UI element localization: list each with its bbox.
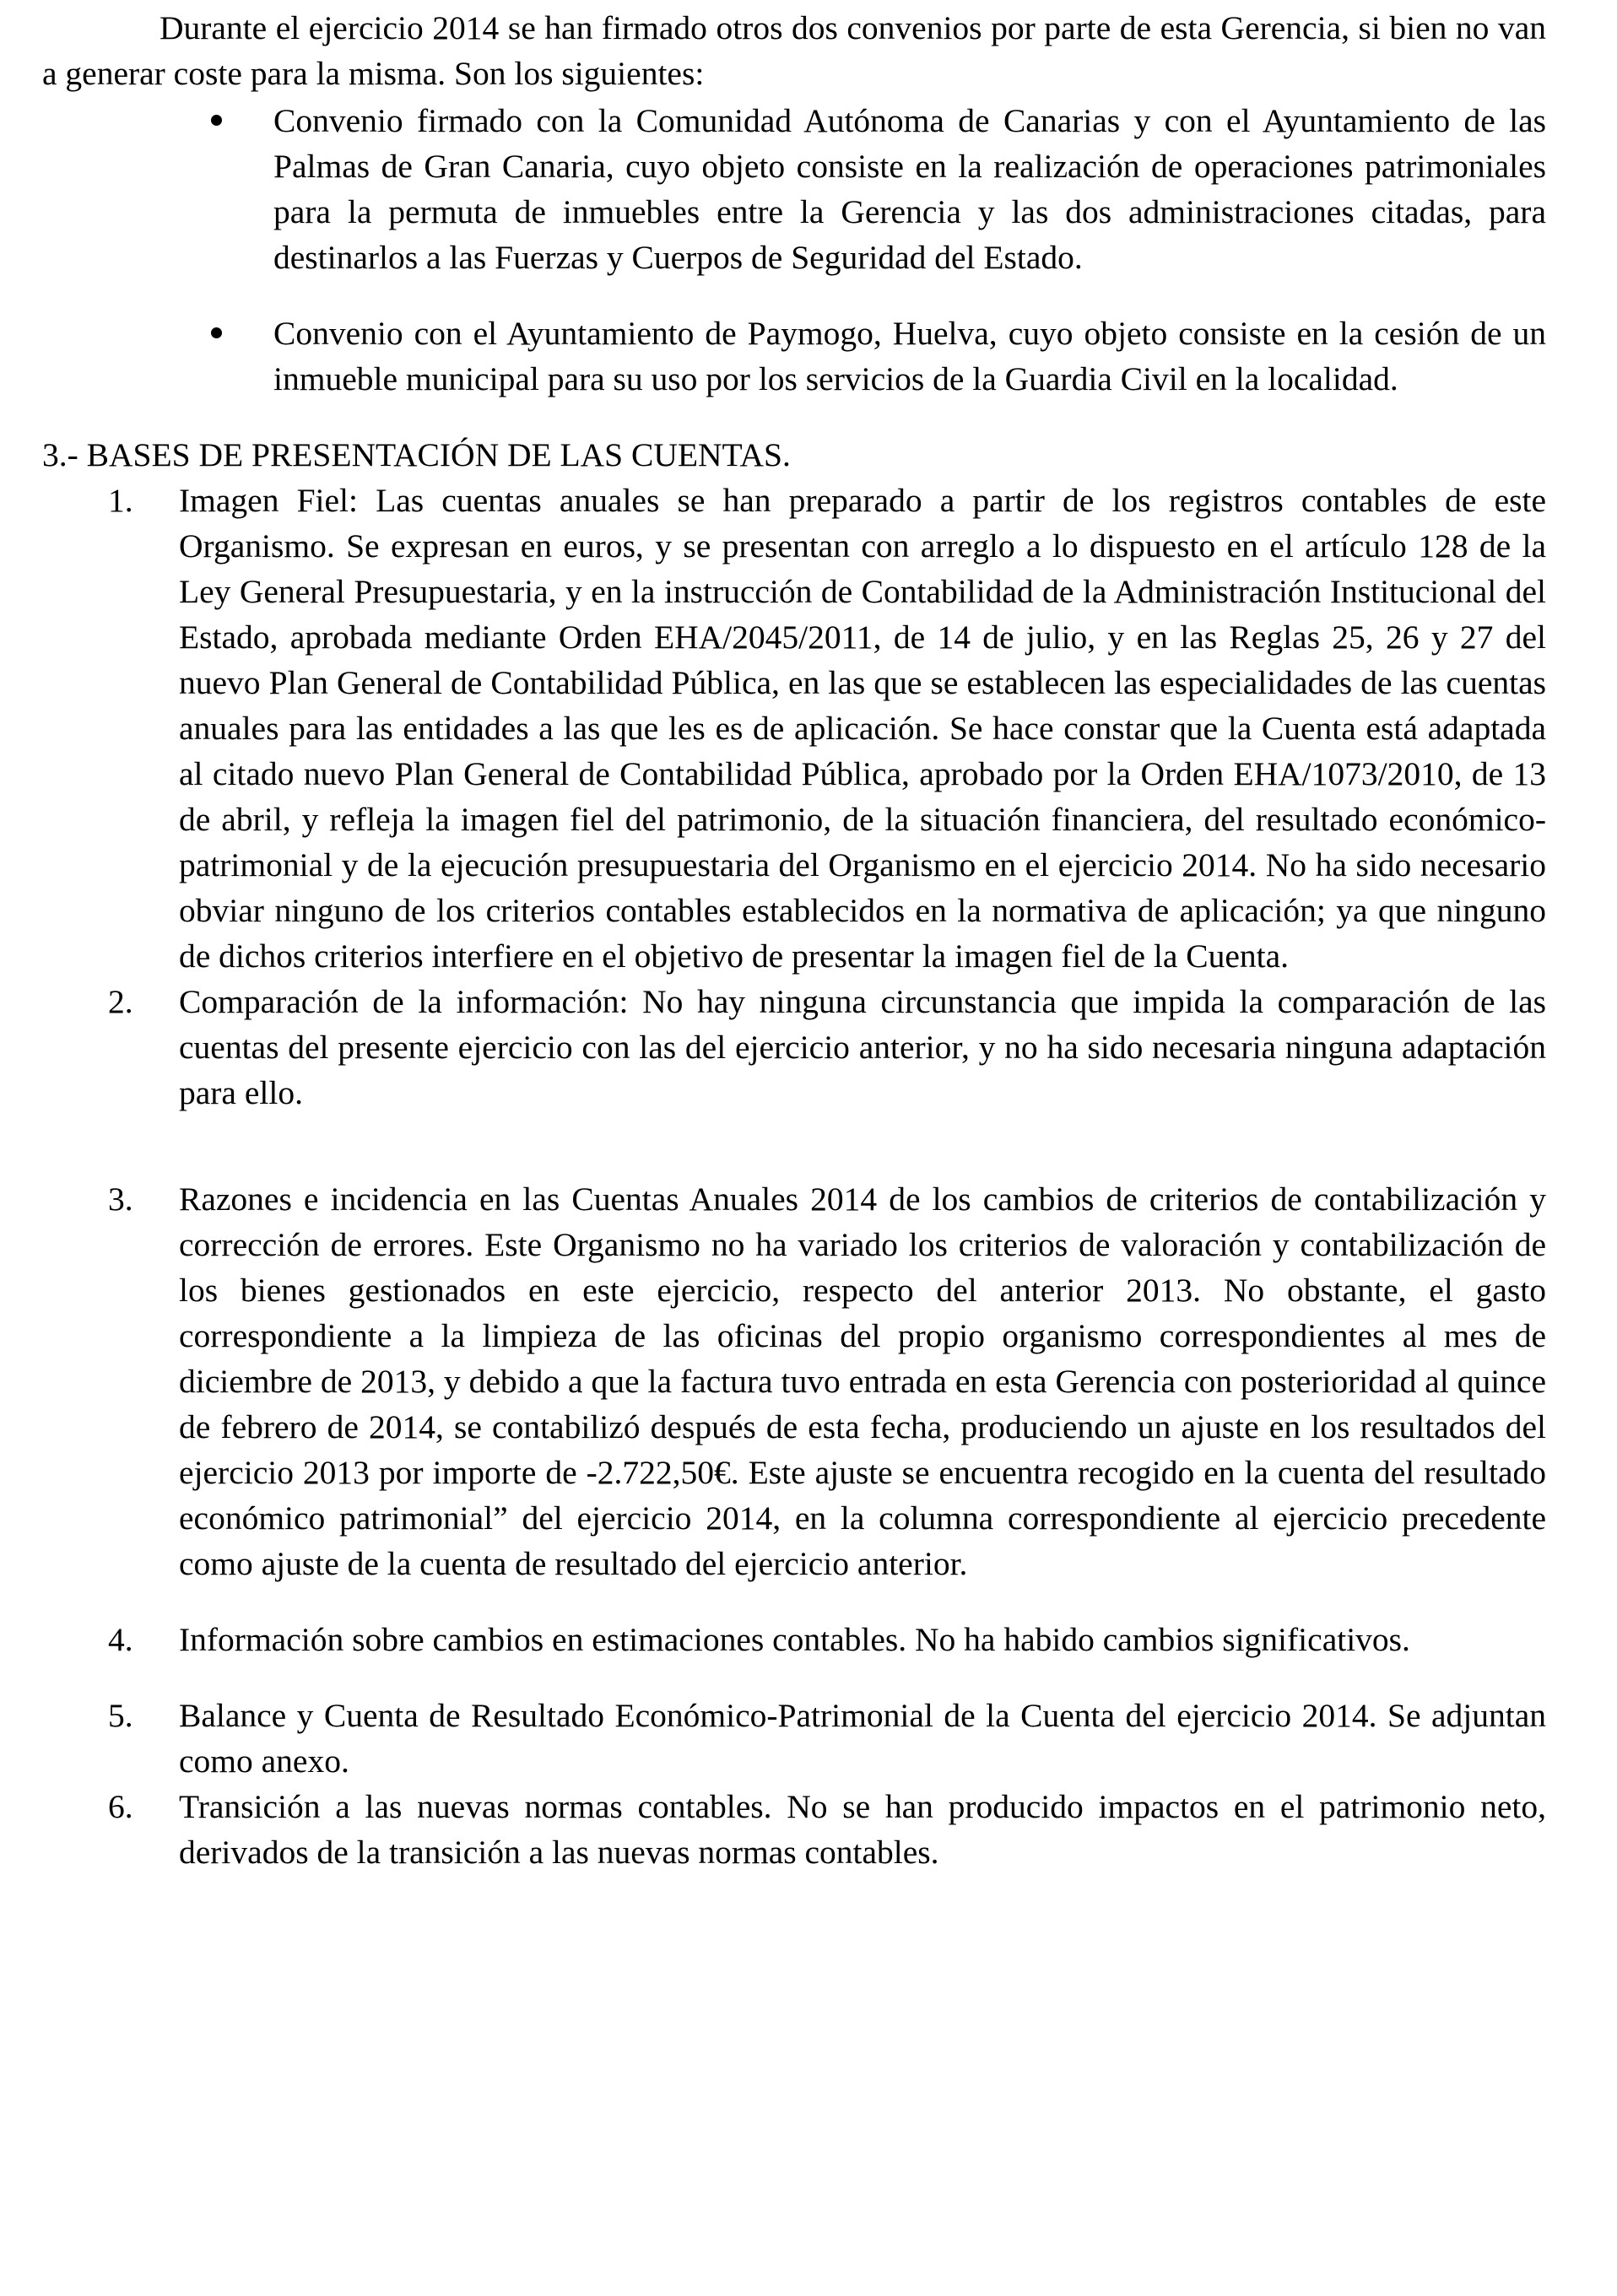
item-text: Información sobre cambios en estimaciones contables. No ha habido cambios significativos. — [179, 1621, 1410, 1658]
item-number: 6. — [108, 1788, 133, 1825]
item-text: Transición a las nuevas normas contables. No se han producido impactos en el patrimonio neto, derivados de la transición a las nuevas normas contables. — [179, 1788, 1546, 1871]
list-item — [42, 1617, 1546, 1662]
section-heading: 3.- BASES DE PRESENTACIÓN DE LAS CUENTAS. — [42, 436, 791, 473]
item-text: Comparación de la información: No hay ninguna circunstancia que impida la comparación de las cuentas del presente ejercicio con las del ejercicio anterior, y no ha sido necesaria ninguna adaptación para ello. — [179, 983, 1546, 1111]
item-number: 5. — [108, 1697, 133, 1734]
bullet-icon — [211, 115, 222, 126]
document-page — [42, 0, 1546, 1875]
item-text: Balance y Cuenta de Resultado Económico-Patrimonial de la Cuenta del ejercicio 2014. Se adjuntan como anexo. — [179, 1697, 1546, 1780]
list-item — [42, 1176, 1546, 1586]
list-item — [42, 1784, 1546, 1875]
bullet-text: Convenio firmado con la Comunidad Autónoma de Canarias y con el Ayuntamiento de las Palmas de Gran Canaria, cuyo objeto consiste en la realización de operaciones patrimoniales para la permuta de inmuebles entre la Gerencia y las dos administraciones citadas, para destinarlos a las Fuerzas y Cuerpos de Seguridad del Estado. — [273, 102, 1546, 276]
item-number: 2. — [108, 983, 133, 1020]
list-item — [42, 98, 1546, 280]
list-item — [42, 979, 1546, 1116]
list-item — [42, 311, 1546, 402]
list-item — [42, 478, 1546, 979]
item-number: 3. — [108, 1180, 133, 1218]
item-number: 4. — [108, 1621, 133, 1658]
agreements-list — [42, 98, 1546, 402]
list-item — [42, 1693, 1546, 1784]
intro-paragraph: Durante el ejercicio 2014 se han firmado otros dos convenios por parte de esta Gerencia, si bien no van a generar coste para la misma. Son los siguientes: — [42, 9, 1546, 92]
bullet-text: Convenio con el Ayuntamiento de Paymogo, Huelva, cuyo objeto consiste en la cesión de un inmueble municipal para su uso por los servicios de la Guardia Civil en la localidad. — [273, 315, 1546, 397]
item-text: Razones e incidencia en las Cuentas Anuales 2014 de los cambios de criterios de contabilización y corrección de errores. Este Organismo no ha variado los criterios de valoración y contabilización de los bienes gestionados en este ejercicio, respecto del anterior 2013. No obstante, el gasto correspondiente a la limpieza de las oficinas del propio organismo correspondientes al mes de diciembre de 2013, y debido a que la factura tuvo entrada en esta Gerencia con posterioridad al quince de febrero de 2014, se contabilizó después de esta fecha, produciendo un ajuste en los resultados del ejercicio 2013 por importe de -2.722,50€. Este ajuste se encuentra recogido en la cuenta del resultado económico patrimonial” del ejercicio 2014, en la columna correspondiente al ejercicio precedente como ajuste de la cuenta de resultado del ejercicio anterior. — [179, 1180, 1546, 1582]
item-number: 1. — [108, 482, 133, 519]
item-text: Imagen Fiel: Las cuentas anuales se han preparado a partir de los registros contables de este Organismo. Se expresan en euros, y se presentan con arreglo a lo dispuesto en el artículo 128 de la Ley General Presupuestaria, y en la instrucción de Contabilidad de la Administración Institucional del Estado, aprobada mediante Orden EHA/2045/2011, de 14 de julio, y en las Reglas 25, 26 y 27 del nuevo Plan General de Contabilidad Pública, en las que se establecen las especialidades de las cuentas anuales para las entidades a las que les es de aplicación. Se hace constar que la Cuenta está adaptada al citado nuevo Plan General de Contabilidad Pública, aprobado por la Orden EHA/1073/2010, de 13 de abril, y refleja la imagen fiel del patrimonio, de la situación financiera, del resultado económico-patrimonial y de la ejecución presupuestaria del Organismo en el ejercicio 2014. No ha sido necesario obviar ninguno de los criterios contables establecidos en la normativa de aplicación; ya que ninguno de dichos criterios interfiere en el objetivo de presentar la imagen fiel de la Cuenta. — [179, 482, 1546, 975]
bullet-icon — [211, 327, 222, 338]
numbered-list — [42, 478, 1546, 1875]
